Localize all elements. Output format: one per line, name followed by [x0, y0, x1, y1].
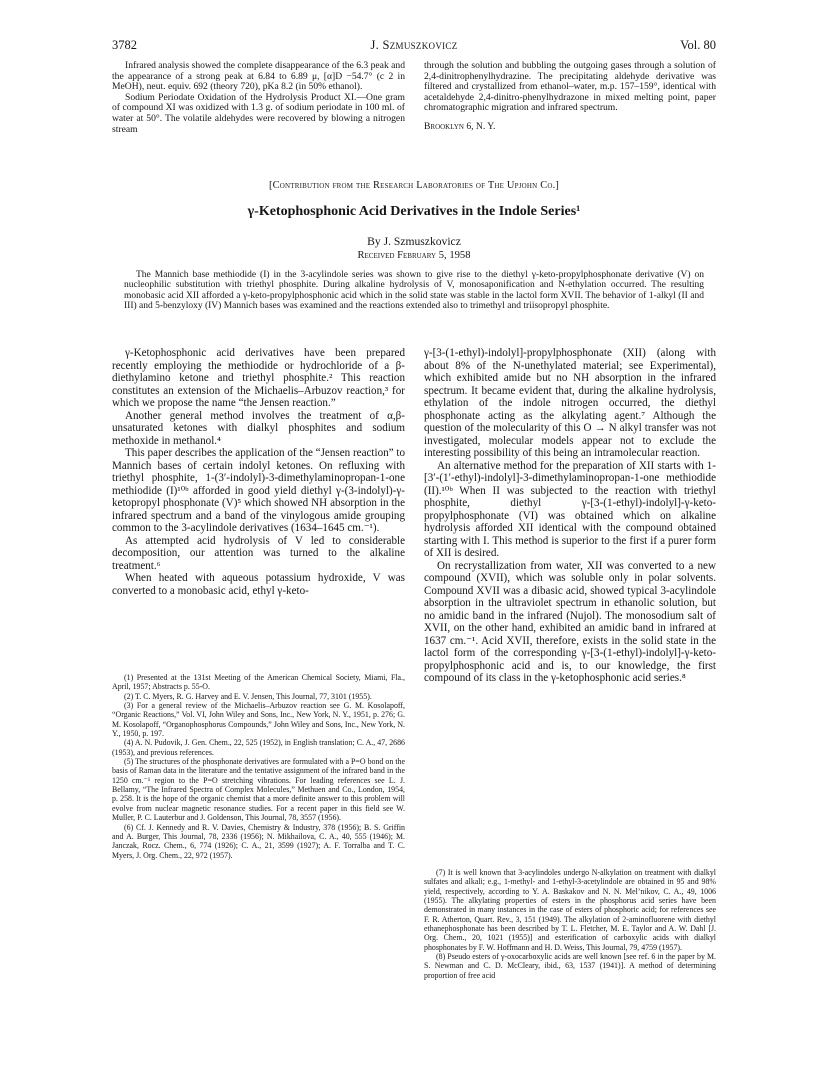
running-header — [112, 38, 716, 54]
paragraph: As attempted acid hydrolysis of V led to considerable decomposition, our attention was turned to the alkaline treatment.⁶ — [112, 534, 405, 572]
paragraph: When heated with aqueous potassium hydroxide, V was converted to a monobasic acid, ethyl γ-keto- — [112, 572, 405, 597]
paragraph: Sodium Periodate Oxidation of the Hydrolysis Product XI.—One gram of compound XI was oxidized with 1.3 g. of sodium periodate in 100 ml. of water at 50°. The volatile aldehydes were recovered by blowing a nitrogen stream — [112, 91, 405, 135]
footnote: (3) For a general review of the Michaelis–Arbuzov reaction see G. M. Kosolapoff, “Organic Reactions,” Vol. VI, John Wiley and Sons, Inc., New York, N. Y., 1951, p. 276; G. M. Kosolapoff, “Organophosphorus Compounds,” John Wiley and Sons, Inc., New York, N. Y., 1950, p. 197. — [112, 701, 405, 739]
footnote: (4) A. N. Pudovik, J. Gen. Chem., 22, 525 (1952), in English translation; C. A., 47, 2686 (1953), and previous references. — [112, 738, 405, 757]
footnotes-left — [112, 673, 405, 860]
paragraph: An alternative method for the preparation of XII starts with 1-[3′-(1′-ethyl)-indolyl]-3-dimethylaminopropan-1-one methiodide (II).¹⁰ᵇ When II was subjected to the reaction with triethyl phosphite, diethyl γ-[3-(1-ethyl)-indolyl]-γ-keto-propylphosphonate (VI) was obtained which on alkaline hydrolysis afforded XII identical with the compound obtained starting with I. This method is superior to the first if a purer form of XII is desired. — [424, 459, 716, 559]
author-location: Brooklyn 6, N. Y. — [424, 120, 496, 132]
received-date: Received February 5, 1958 — [357, 250, 471, 261]
abstract: The Mannich base methiodide (I) in the 3-acylindole series was shown to give rise to the diethyl γ-keto-propylphosphonate derivative (V) on nucleophilic substitution with triethyl phosphite. During alkaline hydrolysis of V, monosaponification and N-ethylation occurred. The resulting monobasic acid XII afforded a γ-keto-propylphosphonic acid which in the solid state was stable in the lactol form XVII. The behavior of 1-alkyl (II and III) and 5-benzyloxy (IV) Mannich bases was examined and the reactions extended also to trimethyl and triisopropyl phosphite. — [124, 270, 704, 311]
paragraph: through the solution and bubbling the outgoing gases through a solution of 2,4-dinitrophenylhydrazine. The precipitating aldehyde derivative was filtered and crystallized from ethanol–water, m.p. 157–159°, identical with acetaldehyde 2,4-dinitro-phenylhydrazone in mixed melting point, paper chromatographic migration and infrared spectrum. — [424, 60, 716, 114]
article-title: γ-Ketophosphonic Acid Derivatives in the Indole Series¹ — [247, 204, 581, 219]
body-right-column — [424, 347, 716, 685]
paragraph: γ-Ketophosphonic acid derivatives have been prepared recently employing the methiodide or hydrochloride of a β-diethylamino ketone and triethyl phosphite.² This reaction constitutes an extension of the Michaelis–Arbuzov reaction,³ for which we propose the name “the Jensen reaction.” — [112, 347, 405, 409]
body-left-column — [112, 347, 405, 597]
previous-article-right-column — [424, 61, 716, 133]
paragraph: Infrared analysis showed the complete disappearance of the 6.3 peak and the appearance of a strong peak at 6.84 to 6.89 μ, [α]D −54.7° (c 2 in MeOH), neut. equiv. 692 (theory 720), pKa 8.2 (in 50% ethanol). — [112, 60, 405, 93]
page-number: 3782 — [112, 38, 137, 52]
footnote: (5) The structures of the phosphonate derivatives are formulated with a P=O bond on the basis of Raman data in the literature and the tentative assignment of the infrared band in the 1250 cm.⁻¹ region to the P=O stretching vibrations. For leading references see L. J. Bellamy, “The Infrared Spectra of Complex Molecules,” Methuen and Co., London, 1954, p. 258. It is the hope of the organic chemist that a more definite answer to this problem will evolve from nuclear magnetic resonance studies. For a recent paper in this field see W. Muller, P. C. Lauterbur and J. Goldenson, This Journal, 78, 3557 (1956). — [112, 757, 405, 823]
footnote: (7) It is well known that 3-acylindoles undergo N-alkylation on treatment with dialkyl sulfates and alkali; e.g., 1-methyl- and 1-ethyl-3-acetylindole are obtained in 95 and 98% yield, respectively, according to Y. A. Baskakov and N. N. Mel’nikov, C. A., 49, 1006 (1955). The alkylating properties of esters in the phosphorus acid series have been demonstrated in many instances in the case of esters of phosphoric acid; for references see F. R. Atherton, Quart. Rev., 3, 151 (1949). The alkylation of 2-aminofluorene with diethyl ethanephosphonate has been described by T. L. Fletcher, M. E. Taylor and A. W. Dahl [J. Org. Chem., 20, 1021 (1955)] and esterification of carboxylic acids with dialkyl phosphonates by F. W. Hoffmann and H. D. Weiss, This Journal, 79, 4759 (1957). — [424, 868, 716, 952]
paragraph: Another general method involves the treatment of α,β-unsaturated ketones with dialkyl phosphites and sodium methoxide in methanol.⁴ — [112, 409, 405, 447]
volume-number: Vol. 80 — [680, 38, 716, 52]
previous-article-left-column — [112, 61, 405, 135]
footnote: (8) Pseudo esters of γ-oxocarboxylic acids are well known [see ref. 6 in the paper by M. S. Newman and C. D. McCleary, ibid., 63, 1537 (1941)]. A method of determining proportion of free acid — [424, 952, 716, 980]
paragraph: γ-[3-(1-ethyl)-indolyl]-propylphosphonate (XII) (along with about 8% of the N-unethylated material; see Experimental), which exhibited amide but no NH absorption in the infrared spectrum. It became evident that, during the alkaline hydrolysis, ethylation of the indole nitrogen occurred, the diethyl phosphonate acting as the alkylating agent.⁷ Although the question of the molecularity of this O → N alkyl transfer was not investigated, molecular models appear not to exclude the interesting possibility of this being an intramolecular reaction. — [424, 347, 716, 459]
footnote: (2) T. C. Myers, R. G. Harvey and E. V. Jensen, This Journal, 77, 3101 (1955). — [124, 691, 372, 701]
footnotes-right — [424, 868, 716, 980]
paragraph: This paper describes the application of the “Jensen reaction” to Mannich bases of certain indolyl ketones. On refluxing with triethyl phosphite, 1-(3′-indolyl)-3-dimethylaminopropan-1-one methiodide (I)¹⁰ᵇ afforded in good yield diethyl γ-(3-indolyl)-γ-ketopropyl phosphonate (V)⁵ which showed NH absorption in the infrared spectrum and a band of the vinylogous amide grouping common to the 3-acylindole derivatives (1634–1645 cm.⁻¹). — [112, 447, 406, 534]
running-author: J. Szmuszkovicz — [370, 38, 458, 52]
footnote: (1) Presented at the 131st Meeting of the American Chemical Society, Miami, Fla., April, 1957; Abstracts p. 55-O. — [112, 673, 405, 692]
contribution-line: [Contribution from the Research Laboratories of The Upjohn Co.] — [268, 180, 560, 191]
paragraph: On recrystallization from water, XII was converted to a new compound (XVII), which was soluble only in polar solvents. Compound XVII was a dibasic acid, showed typical 3-acylindole absorption in the ultraviolet spectrum in ethanolic solution, but no amidic band in the infrared (Nujol). The monosodium salt of XVII, on the other hand, exhibited an amidic band in infrared at 1637 cm.⁻¹. Acid XVII, therefore, exists in the solid state in the lactol form of the corresponding γ-[3-(1-ethyl)-indolyl]-γ-keto-propylphosphonic acid and is, to our knowledge, the first compound of its class in the γ-ketophosphonic acid series.⁸ — [424, 559, 716, 684]
article-byline: By J. Szmuszkovicz — [367, 235, 461, 248]
footnote: (6) Cf. J. Kennedy and R. V. Davies, Chemistry & Industry, 378 (1956); B. S. Griffin and A. Burger, This Journal, 78, 2336 (1956); N. Mikhailova, C. A., 40, 555 (1946); M. Janczak, Rocz. Chem., 6, 774 (1926); C. A., 21, 3599 (1927); A. F. Torralba and T. C. Myers, J. Org. Chem., 22, 972 (1957). — [112, 822, 405, 860]
